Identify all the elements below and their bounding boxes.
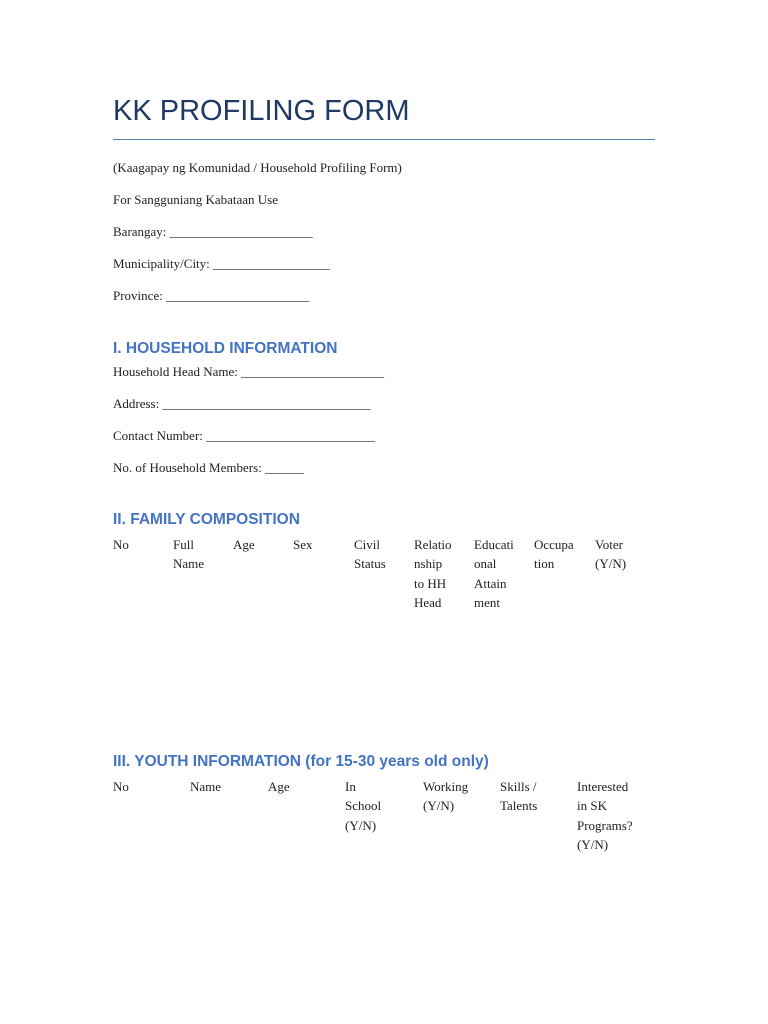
family-col-civil-status	[354, 535, 386, 574]
youth-col-no-line-1: No	[113, 779, 129, 794]
contact-field: Contact Number: __________________________	[113, 428, 376, 443]
youth-col-no	[113, 777, 129, 796]
family-col-civil-status-line-2: Status	[354, 556, 386, 572]
youth-col-in-school-line-2: (Y/N)	[345, 817, 377, 833]
youth-col-interested-line-4: (Y/N)	[577, 836, 609, 852]
youth-col-in-school	[345, 777, 381, 835]
family-col-age-line-1: Age	[233, 537, 255, 552]
youth-col-skills-line-1: Skills /	[500, 779, 537, 794]
youth-col-working	[423, 777, 468, 816]
youth-col-working-line-2: (Y/N)	[423, 798, 455, 814]
family-col-occupation	[534, 535, 574, 574]
youth-col-skills-line-2: Talents	[500, 798, 538, 814]
family-col-educational-attainment-line-2: onal	[474, 556, 497, 572]
youth-col-working-line-1: Working	[423, 779, 469, 794]
family-col-relationship-line-1: Relatio	[414, 537, 452, 552]
family-col-educational-attainment-line-3: Attain	[474, 575, 507, 591]
use-note: For Sangguniang Kabataan Use	[113, 192, 278, 207]
family-col-occupation-line-2: tion	[534, 556, 555, 572]
youth-col-age-line-1: Age	[268, 779, 290, 794]
household-head-field: Household Head Name: ______________________	[113, 364, 385, 379]
title-divider	[113, 139, 655, 140]
youth-col-interested-line-3: Programs?	[577, 817, 633, 833]
family-col-voter	[595, 535, 626, 574]
family-col-full-name-line-2: Name	[173, 556, 205, 572]
family-col-voter-line-2: (Y/N)	[595, 556, 627, 572]
family-col-full-name	[173, 535, 204, 574]
family-col-educational-attainment-line-4: ment	[474, 594, 500, 610]
family-heading: II. FAMILY COMPOSITION	[113, 511, 300, 528]
barangay-field: Barangay: ______________________	[113, 224, 313, 239]
youth-heading: III. YOUTH INFORMATION (for 15-30 years old only)	[113, 753, 489, 770]
family-col-educational-attainment-line-1: Educati	[474, 537, 514, 552]
family-col-occupation-line-1: Occupa	[534, 537, 574, 552]
family-col-sex-line-1: Sex	[293, 537, 313, 552]
family-col-sex	[293, 535, 313, 554]
household-heading: I. HOUSEHOLD INFORMATION	[113, 340, 338, 357]
youth-col-name-line-1: Name	[190, 779, 222, 794]
family-col-civil-status-line-1: Civil	[354, 537, 381, 552]
family-col-voter-line-1: Voter	[595, 537, 623, 552]
family-col-educational-attainment	[474, 535, 514, 612]
members-field: No. of Household Members: ______	[113, 460, 305, 475]
youth-col-skills	[500, 777, 537, 816]
youth-col-interested-line-2: in SK	[577, 798, 607, 814]
youth-col-age	[268, 777, 290, 796]
family-col-relationship-line-4: Head	[414, 594, 442, 610]
family-col-no-line-1: No	[113, 537, 129, 552]
youth-col-interested	[577, 777, 633, 854]
youth-col-interested-line-1: Interested	[577, 779, 629, 794]
province-field: Province: ______________________	[113, 288, 310, 303]
family-col-full-name-line-1: Full	[173, 537, 194, 552]
address-field: Address: ________________________________	[113, 396, 371, 411]
municipality-field: Municipality/City: __________________	[113, 256, 331, 271]
family-col-relationship	[414, 535, 452, 612]
family-col-age	[233, 535, 255, 554]
youth-col-in-school-line-1: In School	[345, 779, 382, 814]
youth-col-name	[190, 777, 221, 796]
family-col-relationship-line-3: to HH	[414, 575, 447, 591]
family-col-relationship-line-2: nship	[414, 556, 443, 572]
form-subtitle: (Kaagapay ng Komunidad / Household Profiling Form)	[113, 160, 402, 175]
family-col-no	[113, 535, 129, 554]
page-title: KK PROFILING FORM	[113, 95, 410, 127]
